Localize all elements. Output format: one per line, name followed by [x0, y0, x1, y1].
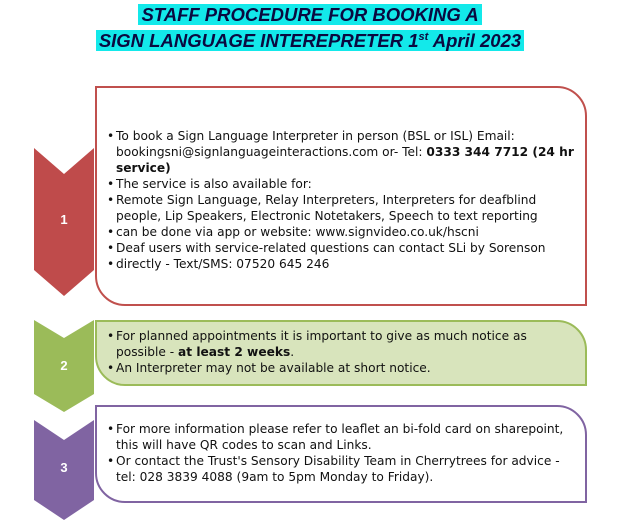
step-2-box: [95, 320, 587, 386]
item-bold-text: 0333 344 7712 (24 hr service): [116, 145, 574, 175]
list-item: [107, 240, 579, 256]
step-1-chevron: [34, 148, 94, 296]
title-line-2-text: SIGN LANGUAGE INTEREPRETER 1: [98, 30, 419, 52]
item-text: Deaf users with service-related questions can contact SLi by Sorenson: [116, 241, 546, 255]
step-1-number: 1: [60, 212, 68, 227]
list-item: [107, 224, 579, 240]
step-1-box: [95, 86, 587, 306]
list-item: [107, 421, 579, 453]
item-text: An Interpreter may not be available at short notice.: [116, 361, 431, 375]
title-line-2: [0, 26, 620, 52]
item-text: The service is also available for:: [116, 177, 312, 191]
step-2-chevron: [34, 320, 94, 412]
step-2-number: 2: [60, 358, 68, 373]
list-item: [107, 192, 579, 224]
bullet-icon: •: [107, 225, 115, 239]
bullet-icon: •: [107, 257, 115, 271]
bullet-icon: •: [107, 193, 115, 207]
bullet-icon: •: [107, 177, 115, 191]
list-item: [107, 128, 579, 176]
item-text: Remote Sign Language, Relay Interpreters, Interpreters for deafblind people, Lip Speakers, Electronic Notetakers, Speech to text reporting: [116, 193, 538, 223]
list-item: [107, 328, 579, 360]
title-line-1-text: STAFF PROCEDURE FOR BOOKING A: [138, 4, 481, 25]
bullet-icon: •: [107, 129, 115, 143]
title-ordinal-suffix: st: [418, 31, 429, 43]
item-tail-text: .: [290, 345, 295, 359]
title-line-2-end: April 2023: [428, 30, 522, 52]
item-text: For more information please refer to leaflet an bi-fold card on sharepoint, this will have QR codes to scan and Links.: [116, 422, 564, 452]
step-3-number: 3: [60, 460, 68, 475]
bullet-icon: •: [107, 422, 115, 436]
step-3-list: [107, 421, 579, 485]
item-text: For planned appointments it is important to give as much notice as possible -: [116, 329, 527, 359]
title-line-2-highlight: [96, 30, 524, 51]
bullet-icon: •: [107, 454, 115, 468]
item-text: can be done via app or website: www.signvideo.co.uk/hscni: [116, 225, 479, 239]
step-3-box: [95, 405, 587, 503]
step-1-list: [107, 128, 579, 272]
step-3-chevron: [34, 420, 94, 520]
list-item: [107, 176, 579, 192]
list-item: [107, 360, 579, 376]
bullet-icon: •: [107, 361, 115, 375]
item-text: directly - Text/SMS: 07520 645 246: [116, 257, 330, 271]
item-text: To book a Sign Language Interpreter in person (BSL or ISL) Email: bookingsni@signlanguageinteractions.com or- Tel:: [116, 129, 515, 159]
title-line-1: [0, 4, 620, 26]
bullet-icon: •: [107, 241, 115, 255]
page-title: [0, 4, 620, 52]
bullet-icon: •: [107, 329, 115, 343]
step-2-list: [107, 328, 579, 376]
list-item: [107, 256, 579, 272]
item-text: Or contact the Trust's Sensory Disability Team in Cherrytrees for advice - tel: 028 3839 4088 (9am to 5pm Monday to Friday).: [116, 454, 560, 484]
item-bold-text: at least 2 weeks: [178, 345, 291, 359]
list-item: [107, 453, 579, 485]
